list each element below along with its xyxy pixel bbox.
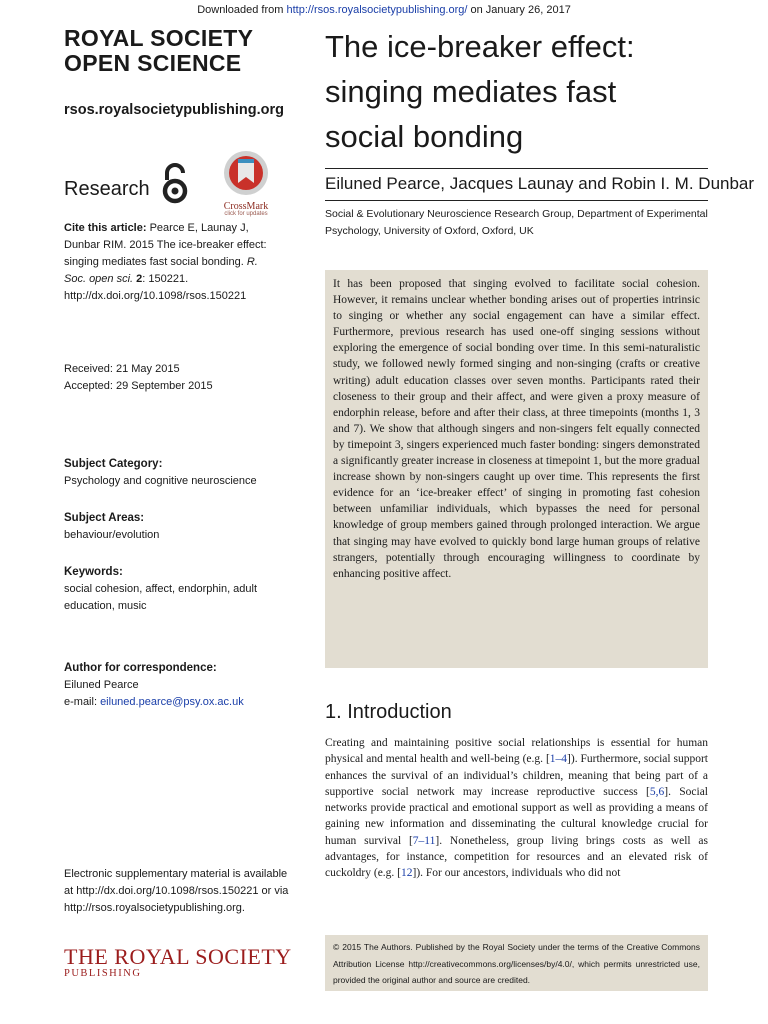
email-label: e-mail: bbox=[64, 696, 101, 708]
subject-category-heading: Subject Category: bbox=[64, 458, 163, 470]
correspondence-block bbox=[64, 660, 284, 711]
article-affiliation: Social & Evolutionary Neuroscience Research Group, Department of Experimental Psychology, University of Oxford, Oxford, UK bbox=[325, 208, 708, 237]
journal-name bbox=[64, 26, 304, 76]
citation-doi-link[interactable]: http://dx.doi.org/10.1098/rsos.150221 bbox=[64, 290, 247, 302]
article-title bbox=[325, 24, 735, 159]
keywords-heading: Keywords: bbox=[64, 566, 123, 578]
crossmark-icon bbox=[216, 150, 276, 201]
intro-text-3: ]. Social networks provide practical and emotional support as well as providing a means of gaining new information and disseminating the cultural knowledge crucial for human survival [ bbox=[325, 785, 708, 847]
authors-rule bbox=[325, 200, 708, 201]
title-rule bbox=[325, 168, 708, 169]
publisher-logo-line2: PUBLISHING bbox=[64, 968, 142, 979]
intro-text-4: ]. Nonetheless, group living brings costs as well as advantages, for instance, competition for resources and an elevated risk of cuckoldry (e.g. [ bbox=[325, 834, 708, 880]
article-title-line2: singing mediates fast bbox=[325, 74, 617, 109]
subject-areas-heading: Subject Areas: bbox=[64, 512, 145, 524]
crossmark-badge[interactable] bbox=[216, 150, 276, 217]
open-access-icon bbox=[157, 162, 193, 211]
citation-text: Pearce E, Launay J, Dunbar RIM. 2015 The ice-breaker effect: singing mediates fast social bonding. bbox=[64, 222, 267, 268]
intro-text-1: Creating and maintaining positive social relationships is essential for human physical and mental health and well-being (e.g. [ bbox=[325, 737, 708, 766]
correspondence-email-line bbox=[64, 694, 284, 711]
citation-article: : 150221. bbox=[142, 273, 189, 285]
article-title-line3: social bonding bbox=[325, 119, 524, 154]
citation-heading: Cite this article: bbox=[64, 222, 147, 234]
intro-text-5: ]). For our ancestors, individuals who did not bbox=[412, 867, 621, 880]
license-box: © 2015 The Authors. Published by the Royal Society under the terms of the Creative Commons Attribution License http://creativecommons.org/licenses/by/4.0/, which permits unrestricted use, provided the original author and source are credited. bbox=[325, 935, 708, 991]
citation-block bbox=[64, 220, 279, 305]
correspondence-name: Eiluned Pearce bbox=[64, 679, 139, 691]
abstract-box bbox=[325, 270, 708, 668]
citation-journal: R. Soc. open sci. bbox=[64, 256, 258, 285]
introduction-heading: 1. Introduction bbox=[325, 701, 452, 723]
citation-volume: 2 bbox=[136, 273, 143, 285]
accepted-date: Accepted: 29 September 2015 bbox=[64, 380, 213, 392]
received-date: Received: 21 May 2015 bbox=[64, 363, 180, 375]
reference-link[interactable]: 1–4 bbox=[549, 753, 568, 766]
correspondence-heading: Author for correspondence: bbox=[64, 662, 217, 674]
reference-link[interactable]: 12 bbox=[401, 867, 413, 880]
email-link[interactable]: eiluned.pearce@psy.ox.ac.uk bbox=[100, 696, 244, 708]
keywords bbox=[64, 564, 279, 615]
supplementary-note: Electronic supplementary material is available at http://dx.doi.org/10.1098/rsos.150221 or via http://rsos.royalsocietypublishing.org. bbox=[64, 868, 289, 914]
intro-text-2: ]). Furthermore, social support enhances the survival of an individual’s children, meaning that being part of a supportive social network may increase reproductive success [ bbox=[325, 753, 708, 798]
download-suffix: on January 26, 2017 bbox=[467, 4, 571, 16]
subject-category bbox=[64, 456, 279, 490]
crossmark-sublabel: click for updates bbox=[224, 211, 268, 217]
reference-link[interactable]: 5,6 bbox=[649, 785, 665, 798]
download-prefix: Downloaded from bbox=[197, 4, 287, 16]
download-notice bbox=[0, 4, 768, 16]
crossmark-label: CrossMark bbox=[223, 201, 269, 212]
journal-name-line2: OPEN SCIENCE bbox=[64, 50, 242, 76]
keywords-value: social cohesion, affect, endorphin, adult education, music bbox=[64, 583, 258, 612]
journal-url-link[interactable]: rsos.royalsocietypublishing.org bbox=[64, 102, 284, 118]
subject-category-value: Psychology and cognitive neuroscience bbox=[64, 475, 257, 487]
section-label: Research bbox=[64, 178, 150, 200]
dates-block bbox=[64, 361, 279, 395]
subject-areas-value: behaviour/evolution bbox=[64, 529, 160, 541]
subject-areas bbox=[64, 510, 279, 544]
download-url-link[interactable]: http://rsos.royalsocietypublishing.org/ bbox=[286, 4, 468, 16]
publisher-logo-line1: THE ROYAL SOCIETY bbox=[64, 944, 292, 969]
article-title-line1: The ice-breaker effect: bbox=[325, 29, 635, 64]
reference-link[interactable]: 7–11 bbox=[412, 834, 436, 847]
introduction-paragraph bbox=[325, 735, 708, 882]
royal-society-publishing-logo bbox=[64, 944, 292, 979]
article-authors: Eiluned Pearce, Jacques Launay and Robin I. M. Dunbar bbox=[325, 174, 755, 193]
journal-name-line1: ROYAL SOCIETY bbox=[64, 25, 254, 51]
introduction-body bbox=[325, 735, 708, 882]
abstract-text: It has been proposed that singing evolved to facilitate social cohesion. However, it remains unclear whether bonding arises out of properties intrinsic to singing or whether any social engagement can have a similar effect. Furthermore, previous research has used one-off singing sessions without exploring the emergence of social bonding over time. In this semi-naturalistic study, we followed newly formed singing and non-singing (crafts or creative writing) adult education classes over seven months. Participants rated their closeness to their group and their affect, and were given a proxy measure of endorphin release, before and after their class, at three timepoints (months 1, 3 and 7). We show that although singers and non-singers felt equally connected by timepoint 3, singers experienced much faster bonding: singers demonstrated a significantly greater increase in closeness at timepoint 1, but the more gradual increase shown by non-singers caught up over time. This represents the first evidence for an ‘ice-breaker effect’ of singing in promoting fast cohesion between unfamiliar individuals, which bypasses the need for personal knowledge of group members gained through prolonged interaction. We argue that singing may have evolved to quickly bond large human groups of relative strangers, potentially through encouraging willingness to coordinate by enhancing positive affect. bbox=[333, 278, 700, 580]
